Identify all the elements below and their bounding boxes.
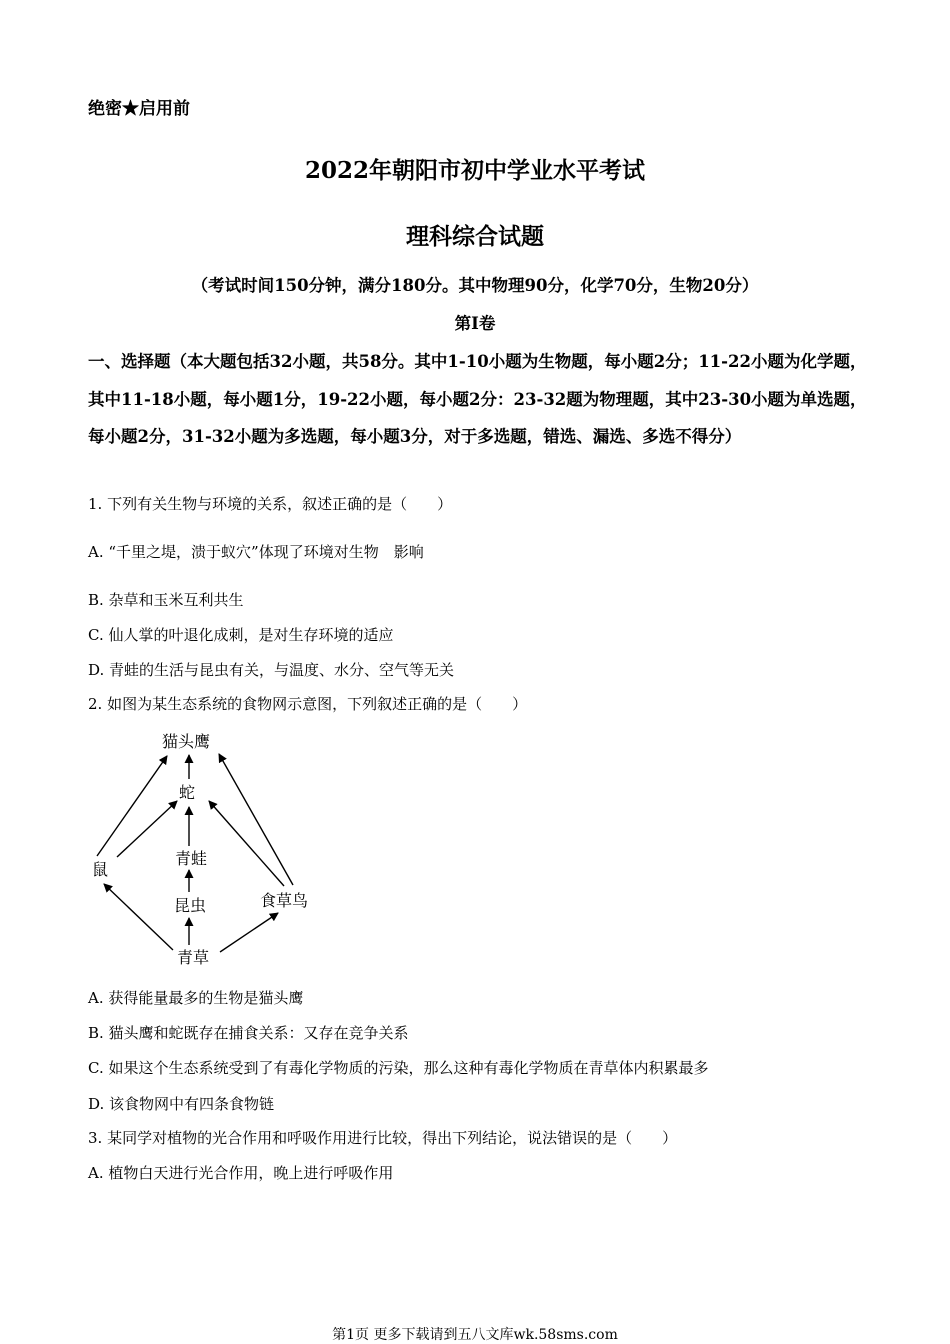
question-1-option-d: D. 青蛙的生活与昆虫有关，与温度、水分、空气等无关 xyxy=(88,661,455,679)
frog-label: 青蛙 xyxy=(175,849,208,868)
question-2-stem: 2. 如图为某生态系统的食物网示意图，下列叙述正确的是（ ） xyxy=(88,695,528,713)
arrow-bird-to-snake xyxy=(209,801,284,886)
arrow-mouse-to-owl xyxy=(97,756,167,856)
question-2-option-b: B. 猫头鹰和蛇既存在捕食关系：又存在竞争关系 xyxy=(88,1024,409,1042)
arrow-grass-to-bird xyxy=(220,913,278,952)
question-3-option-a: A. 植物白天进行光合作用，晚上进行呼吸作用 xyxy=(88,1164,394,1182)
section-heading: 一、选择题（本大题包括32小题，共58分。其中1-10小题为生物题，每小题2分；11-22小题为化学题，其中11-18小题，每小题1分，19-22小题，每小题2分：23-32题为物理题，其中23-30小题为单选题，每小题2分，31-32小题为多选题，每小题3分，对于多选题，错选、漏选、多选不得分） xyxy=(88,352,867,446)
page-footer: 第1页 更多下载请到五八文库wk.58sms.com xyxy=(332,1327,618,1343)
question-1-stem: 1. 下列有关生物与环境的关系，叙述正确的是（ ） xyxy=(88,495,453,513)
volume-label: 第Ⅰ卷 xyxy=(454,314,496,333)
insect-label: 昆虫 xyxy=(174,896,207,915)
question-2-option-d: D. 该食物网中有四条食物链 xyxy=(88,1095,275,1113)
question-2-option-c: C. 如果这个生态系统受到了有毒化学物质的污染，那么这种有毒化学物质在青草体内积累最多 xyxy=(88,1059,709,1077)
bird-label: 食草鸟 xyxy=(260,891,309,910)
arrow-mouse-to-snake xyxy=(117,801,177,857)
mouse-label: 鼠 xyxy=(92,860,109,879)
exam-title: 2022年朝阳市初中学业水平考试 xyxy=(304,157,645,184)
question-1-option-b: B. 杂草和玉米互利共生 xyxy=(88,591,244,609)
arrow-bird-to-owl xyxy=(219,754,293,885)
exam-subtitle: 理科综合试题 xyxy=(406,223,544,250)
arrow-grass-to-mouse xyxy=(104,884,173,950)
owl-label: 猫头鹰 xyxy=(162,732,211,751)
exam-note: （考试时间150分钟，满分180分。其中物理90分，化学70分，生物20分） xyxy=(191,276,759,295)
confidential-label: 绝密★启用前 xyxy=(88,99,190,119)
question-3-stem: 3. 某同学对植物的光合作用和呼吸作用进行比较，得出下列结论，说法错误的是（ ） xyxy=(88,1129,678,1147)
snake-label: 蛇 xyxy=(179,783,196,802)
question-1-option-a: A. “千里之堤，溃于蚁穴”体现了环境对生物 影响 xyxy=(88,543,424,561)
food-web-diagram xyxy=(88,728,328,973)
grass-label: 青草 xyxy=(177,948,210,967)
question-2-option-a: A. 获得能量最多的生物是猫头鹰 xyxy=(88,989,304,1007)
question-1-option-c: C. 仙人掌的叶退化成刺，是对生存环境的适应 xyxy=(88,626,394,644)
